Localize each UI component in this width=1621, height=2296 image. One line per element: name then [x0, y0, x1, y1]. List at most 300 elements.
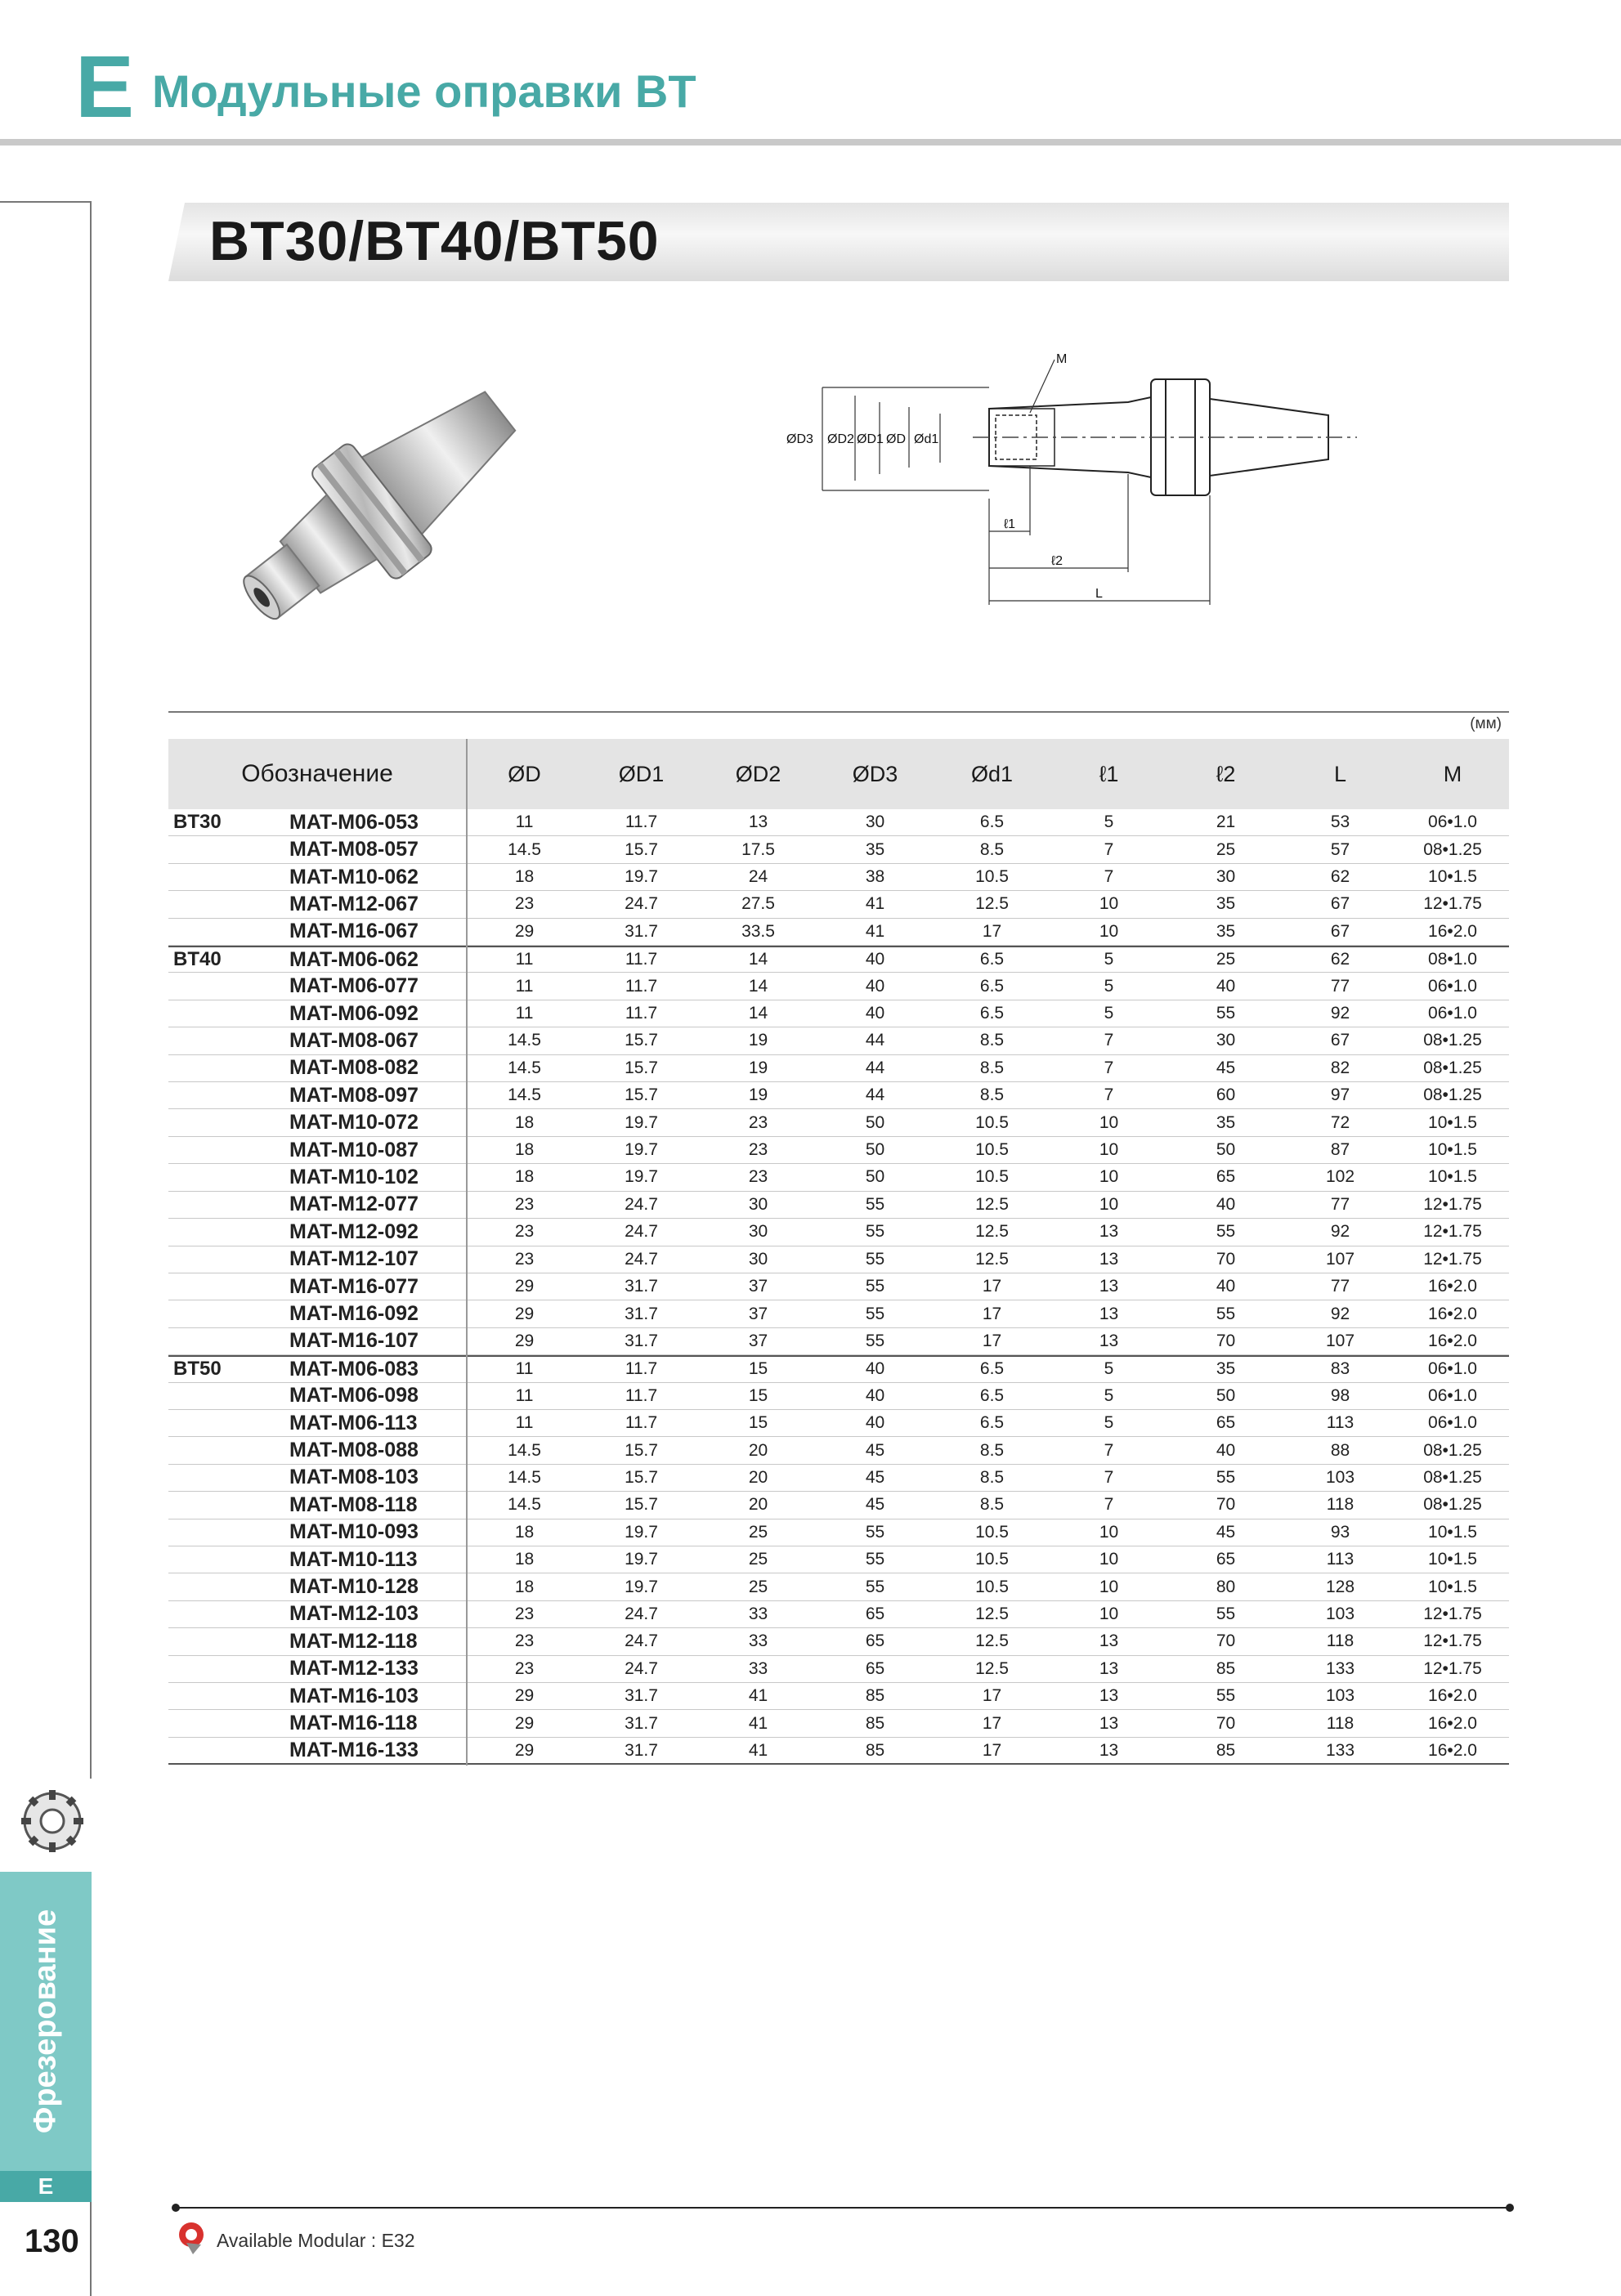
cell-d1: 11.7	[625, 812, 658, 832]
cell-d1: 12.5	[975, 1222, 1009, 1242]
cell-series	[168, 1573, 288, 1600]
cell-d1: 19.7	[625, 1140, 658, 1160]
table-row	[168, 1628, 1509, 1655]
cell-l1: 5	[1104, 950, 1114, 969]
cell-l: 97	[1330, 1085, 1350, 1105]
cell-d2: 33	[748, 1604, 768, 1623]
cell-m: 08•1.0	[1428, 950, 1477, 969]
technical-drawing	[785, 351, 1373, 625]
cell-m: 12•1.75	[1423, 1631, 1482, 1651]
cell-l1: 7	[1104, 839, 1114, 859]
cell-series: BT50	[173, 1358, 222, 1381]
cell-l2: 40	[1216, 1277, 1236, 1296]
cell-series	[168, 1710, 288, 1736]
cell-d: 23	[514, 894, 535, 914]
cell-d1: 31.7	[625, 1304, 658, 1323]
cell-d2: 30	[748, 1222, 768, 1242]
cell-d1: 8.5	[979, 1058, 1005, 1077]
cell-d1: 6.5	[979, 950, 1005, 969]
cell-l1: 7	[1104, 1467, 1114, 1487]
cell-series	[168, 1300, 288, 1327]
cell-l2: 45	[1216, 1058, 1236, 1077]
cell-d: 23	[514, 1604, 535, 1623]
table-row	[168, 1465, 1509, 1492]
cell-l1: 13	[1099, 1658, 1119, 1678]
cell-code: MAT-M08-088	[289, 1439, 419, 1462]
cell-code: MAT-M10-093	[289, 1520, 419, 1544]
table-row	[168, 1656, 1509, 1683]
cell-series	[168, 836, 288, 862]
cell-d3: 40	[865, 1359, 885, 1379]
cell-d1: 17	[982, 1304, 1002, 1323]
cell-d1: 24.7	[625, 1658, 658, 1678]
section-letter-tab[interactable]	[0, 2171, 92, 2202]
cell-l2: 35	[1216, 921, 1236, 941]
cell-m: 10•1.5	[1428, 1140, 1477, 1160]
cell-l1: 7	[1104, 1085, 1114, 1105]
cell-d1: 17	[982, 1740, 1002, 1760]
cell-l: 102	[1325, 1167, 1355, 1187]
cell-l1: 5	[1104, 1413, 1114, 1433]
cell-d1: 24.7	[625, 1631, 658, 1651]
cell-d: 11	[515, 976, 534, 996]
cell-code: MAT-M06-113	[289, 1411, 418, 1434]
cell-l: 57	[1330, 839, 1350, 859]
cell-l2: 55	[1216, 1004, 1236, 1023]
cell-d3: 44	[865, 1085, 885, 1105]
cell-l1: 13	[1099, 1713, 1119, 1733]
cell-series	[168, 1192, 288, 1218]
cell-d2: 17.5	[741, 839, 775, 859]
cell-l: 107	[1325, 1331, 1355, 1350]
cell-d1: 11.7	[625, 950, 658, 969]
rail-top-line	[0, 201, 92, 203]
cell-series: BT30	[173, 811, 222, 834]
cell-l1: 13	[1099, 1740, 1119, 1760]
cell-d2: 37	[748, 1304, 768, 1323]
cell-d1: 8.5	[979, 1440, 1005, 1460]
cell-l1: 10	[1099, 1577, 1119, 1596]
cell-l2: 30	[1216, 1031, 1236, 1050]
cell-d: 14.5	[508, 839, 541, 859]
cell-l1: 7	[1104, 1031, 1114, 1050]
cell-d3: 40	[865, 1004, 885, 1023]
table-row	[168, 891, 1509, 918]
cell-d1: 19.7	[625, 1112, 658, 1132]
cell-d1: 15.7	[625, 1440, 658, 1460]
cell-l: 128	[1325, 1577, 1355, 1596]
cell-d: 29	[514, 1713, 535, 1733]
table-row	[168, 1300, 1509, 1327]
cell-l2: 25	[1216, 950, 1236, 969]
header-D2: ØD2	[735, 761, 781, 786]
cell-l: 83	[1330, 1359, 1350, 1379]
cell-m: 08•1.25	[1423, 1058, 1482, 1077]
table-row	[168, 1027, 1509, 1054]
cell-d3: 30	[865, 812, 885, 832]
cell-d: 29	[514, 1304, 535, 1323]
table-row	[168, 1383, 1509, 1410]
cell-l2: 55	[1216, 1222, 1236, 1242]
cell-d1: 17	[982, 1713, 1002, 1733]
cell-l: 67	[1330, 1031, 1350, 1050]
cell-l2: 25	[1216, 839, 1236, 859]
cell-l2: 80	[1216, 1577, 1236, 1596]
cell-d: 23	[514, 1631, 535, 1651]
cell-d3: 40	[865, 1413, 885, 1433]
cell-m: 06•1.0	[1428, 1413, 1477, 1433]
cell-d1: 11.7	[625, 976, 658, 996]
cell-series	[168, 1109, 288, 1135]
cell-l2: 40	[1216, 1194, 1236, 1214]
cell-series	[168, 1000, 288, 1027]
cell-l2: 55	[1216, 1304, 1236, 1323]
cell-d3: 50	[865, 1167, 885, 1187]
cell-series	[168, 1055, 288, 1081]
cell-d3: 55	[865, 1550, 885, 1569]
cell-l: 72	[1330, 1112, 1350, 1132]
table-row	[168, 1410, 1509, 1437]
cell-d2: 30	[748, 1194, 768, 1214]
cell-d2: 13	[748, 812, 768, 832]
cell-l1: 7	[1104, 1495, 1114, 1515]
cell-l2: 65	[1216, 1167, 1236, 1187]
cell-code: MAT-M16-118	[289, 1712, 418, 1735]
cell-m: 10•1.5	[1428, 1550, 1477, 1569]
header-D1: ØD1	[618, 761, 665, 786]
cell-l: 62	[1330, 867, 1350, 887]
cell-d: 14.5	[508, 1085, 541, 1105]
cell-d: 11	[515, 1385, 534, 1405]
cell-code: MAT-M16-103	[289, 1684, 419, 1707]
cell-l2: 45	[1216, 1522, 1236, 1542]
cell-d3: 55	[865, 1331, 885, 1350]
cell-d1: 10.5	[975, 1167, 1009, 1187]
cell-l: 118	[1326, 1631, 1355, 1651]
cell-m: 12•1.75	[1423, 1194, 1482, 1214]
header-D3: ØD3	[852, 761, 898, 786]
cell-l2: 70	[1216, 1713, 1236, 1733]
table-row	[168, 1710, 1509, 1737]
table-row	[168, 1082, 1509, 1109]
cell-code: MAT-M12-103	[289, 1602, 419, 1626]
cell-d1: 6.5	[979, 976, 1005, 996]
cell-series	[168, 1738, 288, 1763]
cell-d1: 24.7	[625, 1249, 658, 1269]
cell-d1: 19.7	[625, 1167, 658, 1187]
cell-code: MAT-M10-102	[289, 1165, 419, 1188]
cell-l: 53	[1330, 812, 1350, 832]
header-designation: Обозначение	[241, 760, 393, 787]
cell-d2: 15	[748, 1413, 768, 1433]
cell-l: 133	[1325, 1658, 1355, 1678]
cell-l2: 70	[1216, 1331, 1236, 1350]
cell-d1: 19.7	[625, 1522, 658, 1542]
cell-l: 103	[1325, 1686, 1355, 1706]
cell-code: MAT-M16-107	[289, 1329, 419, 1353]
table-row	[168, 1738, 1509, 1765]
cell-l1: 7	[1104, 1058, 1114, 1077]
cell-code: MAT-M06-092	[289, 1001, 419, 1025]
milling-cutter-icon	[20, 1788, 85, 1858]
cell-code: MAT-M12-077	[289, 1193, 419, 1216]
cell-d2: 27.5	[741, 894, 775, 914]
cell-d1: 8.5	[979, 839, 1005, 859]
cell-l: 82	[1330, 1058, 1350, 1077]
cell-d3: 55	[865, 1194, 885, 1214]
label-D1: ØD1	[857, 432, 884, 446]
header-d1: Ød1	[970, 761, 1014, 786]
cell-d1: 31.7	[625, 1686, 658, 1706]
cell-code: MAT-M12-067	[289, 892, 419, 915]
cell-d3: 40	[865, 976, 885, 996]
cell-d1: 8.5	[979, 1495, 1005, 1515]
cell-code: MAT-M08-103	[289, 1466, 419, 1489]
cell-l: 67	[1330, 921, 1350, 941]
cell-series	[168, 1383, 288, 1409]
cell-d: 18	[514, 1112, 535, 1132]
cell-l: 77	[1330, 1277, 1350, 1296]
cell-d1: 11.7	[625, 1359, 658, 1379]
cell-code: MAT-M12-118	[289, 1629, 418, 1653]
cell-l2: 55	[1216, 1686, 1236, 1706]
cell-d1: 12.5	[975, 1658, 1009, 1678]
cell-l: 133	[1325, 1740, 1355, 1760]
cell-code: MAT-M06-083	[289, 1357, 419, 1381]
cell-l1: 10	[1099, 1167, 1119, 1187]
cell-d1: 17	[982, 921, 1002, 941]
cell-d2: 41	[748, 1686, 768, 1706]
cell-m: 06•1.0	[1428, 1004, 1477, 1023]
cell-d1: 10.5	[975, 1112, 1009, 1132]
table-row	[168, 836, 1509, 863]
cell-code: MAT-M16-133	[289, 1739, 419, 1762]
cell-l1: 13	[1099, 1686, 1119, 1706]
cell-l1: 10	[1099, 894, 1119, 914]
table-row	[168, 973, 1509, 1000]
reference-icon	[177, 2220, 209, 2260]
cell-d2: 14	[748, 1004, 768, 1023]
header-L: L	[1333, 761, 1347, 786]
cell-l: 92	[1330, 1304, 1350, 1323]
section-tab-label: Фрезерование	[28, 1909, 63, 2134]
cell-d3: 55	[865, 1522, 885, 1542]
cell-l: 113	[1326, 1550, 1355, 1569]
cell-code: MAT-M08-082	[289, 1056, 419, 1080]
cell-l2: 70	[1216, 1495, 1236, 1515]
cell-m: 08•1.25	[1423, 1467, 1482, 1487]
cell-l2: 40	[1216, 976, 1236, 996]
cell-d: 23	[514, 1658, 535, 1678]
table-row	[168, 1273, 1509, 1300]
cell-d1: 31.7	[625, 921, 658, 941]
cell-series	[168, 919, 288, 945]
cell-series	[168, 1628, 288, 1654]
cell-d1: 12.5	[975, 1631, 1009, 1651]
cell-l2: 85	[1216, 1740, 1236, 1760]
cell-d1: 6.5	[979, 1004, 1005, 1023]
cell-d3: 40	[865, 1385, 885, 1405]
cell-series	[168, 1164, 288, 1190]
cell-d2: 25	[748, 1550, 768, 1569]
cell-l: 67	[1330, 894, 1350, 914]
cell-l: 107	[1325, 1249, 1355, 1269]
cell-d3: 44	[865, 1058, 885, 1077]
cell-l1: 10	[1099, 1550, 1119, 1569]
cell-d1: 17	[982, 1277, 1002, 1296]
cell-d2: 19	[748, 1031, 768, 1050]
cell-d1: 31.7	[625, 1740, 658, 1760]
table-row	[168, 1601, 1509, 1628]
cell-d2: 25	[748, 1522, 768, 1542]
cell-code: MAT-M16-092	[289, 1302, 419, 1326]
cell-d: 29	[514, 1277, 535, 1296]
product-image	[181, 360, 574, 658]
cell-d1: 10.5	[975, 1577, 1009, 1596]
table-row	[168, 1164, 1509, 1191]
cell-d: 11	[515, 1359, 534, 1379]
cell-m: 16•2.0	[1428, 1713, 1477, 1733]
cell-d3: 55	[865, 1304, 885, 1323]
rail-line	[90, 201, 92, 1779]
cell-m: 08•1.25	[1423, 1495, 1482, 1515]
cell-m: 16•2.0	[1428, 1277, 1477, 1296]
table-row	[168, 1055, 1509, 1082]
cell-d1: 31.7	[625, 1713, 658, 1733]
cell-d2: 15	[748, 1385, 768, 1405]
cell-l: 93	[1330, 1522, 1350, 1542]
cell-l1: 5	[1104, 976, 1114, 996]
cell-d1: 6.5	[979, 1359, 1005, 1379]
cell-l1: 5	[1104, 1359, 1114, 1379]
cell-d3: 85	[865, 1713, 885, 1733]
cell-series	[168, 1519, 288, 1546]
cell-series	[168, 973, 288, 999]
cell-l2: 55	[1216, 1467, 1236, 1487]
cell-d2: 19	[748, 1085, 768, 1105]
cell-l1: 13	[1099, 1331, 1119, 1350]
footer-dot-right	[1506, 2204, 1514, 2212]
cell-m: 16•2.0	[1428, 1686, 1477, 1706]
cell-series	[168, 1465, 288, 1491]
cell-d: 14.5	[508, 1440, 541, 1460]
cell-m: 06•1.0	[1428, 1359, 1477, 1379]
cell-l2: 70	[1216, 1249, 1236, 1269]
cell-m: 12•1.75	[1423, 1249, 1482, 1269]
cell-code: MAT-M06-053	[289, 810, 419, 834]
cell-l: 77	[1330, 1194, 1350, 1214]
cell-l: 118	[1326, 1495, 1355, 1515]
cell-l: 98	[1330, 1385, 1350, 1405]
page-title: Модульные оправки BT	[152, 65, 696, 117]
cell-d2: 24	[748, 867, 768, 887]
cell-d: 11	[515, 1004, 534, 1023]
cell-d3: 55	[865, 1277, 885, 1296]
cell-l1: 10	[1099, 1112, 1119, 1132]
cell-d: 29	[514, 1331, 535, 1350]
cell-l2: 30	[1216, 867, 1236, 887]
cell-l: 92	[1330, 1222, 1350, 1242]
cell-l: 92	[1330, 1004, 1350, 1023]
footer-note[interactable]: Available Modular : E32	[217, 2230, 415, 2251]
cell-d3: 45	[865, 1440, 885, 1460]
table-row	[168, 1546, 1509, 1573]
cell-series	[168, 864, 288, 890]
cell-m: 08•1.25	[1423, 1085, 1482, 1105]
cell-d: 14.5	[508, 1495, 541, 1515]
label-d1: Ød1	[914, 432, 939, 446]
table-row	[168, 919, 1509, 946]
cell-l2: 40	[1216, 1440, 1236, 1460]
table-row	[168, 1109, 1509, 1136]
cell-m: 10•1.5	[1428, 1167, 1477, 1187]
cell-series	[168, 1601, 288, 1627]
cell-d1: 15.7	[625, 839, 658, 859]
footer-dot-left	[172, 2204, 180, 2212]
cell-l: 113	[1326, 1413, 1355, 1433]
cell-d2: 14	[748, 976, 768, 996]
section-letter: E	[38, 2173, 54, 2199]
cell-l2: 65	[1216, 1550, 1236, 1569]
section-title: BT30/BT40/BT50	[209, 210, 660, 272]
cell-d2: 15	[748, 1359, 768, 1379]
cell-d1: 17	[982, 1686, 1002, 1706]
table-row	[168, 864, 1509, 891]
table-column-divider	[466, 739, 468, 1766]
cell-d1: 11.7	[625, 1413, 658, 1433]
cell-d: 29	[514, 1740, 535, 1760]
table-row	[168, 1573, 1509, 1600]
cell-d1: 24.7	[625, 1604, 658, 1623]
cell-code: MAT-M06-062	[289, 947, 419, 971]
cell-d2: 33.5	[741, 921, 775, 941]
label-l1: ℓ1	[1004, 517, 1016, 531]
cell-m: 16•2.0	[1428, 1331, 1477, 1350]
cell-d1: 10.5	[975, 867, 1009, 887]
cell-d1: 12.5	[975, 1604, 1009, 1623]
cell-code: MAT-M12-107	[289, 1247, 419, 1271]
cell-series	[168, 1437, 288, 1463]
cell-series	[168, 1273, 288, 1300]
cell-series	[168, 1546, 288, 1573]
cell-d1: 6.5	[979, 1385, 1005, 1405]
cell-m: 10•1.5	[1428, 1522, 1477, 1542]
label-D: ØD	[886, 432, 906, 446]
cell-d: 23	[514, 1222, 535, 1242]
cell-d2: 23	[748, 1112, 768, 1132]
cell-code: MAT-M06-077	[289, 974, 419, 998]
cell-series	[168, 1219, 288, 1245]
cell-d3: 50	[865, 1140, 885, 1160]
cell-d2: 20	[748, 1467, 768, 1487]
cell-code: MAT-M10-128	[289, 1575, 419, 1599]
cell-d3: 40	[865, 950, 885, 969]
cell-code: MAT-M10-062	[289, 865, 419, 888]
table-row	[168, 1137, 1509, 1164]
cell-l1: 7	[1104, 1440, 1114, 1460]
table-row	[168, 1246, 1509, 1273]
cell-d: 14.5	[508, 1031, 541, 1050]
cell-d1: 15.7	[625, 1085, 658, 1105]
cell-l1: 13	[1099, 1304, 1119, 1323]
units-label: (мм)	[1470, 715, 1502, 732]
cell-code: MAT-M08-097	[289, 1083, 419, 1107]
cell-l: 87	[1330, 1140, 1350, 1160]
cell-l: 103	[1325, 1604, 1355, 1623]
table-row	[168, 1219, 1509, 1246]
cell-d1: 19.7	[625, 867, 658, 887]
header-l2: ℓ2	[1216, 761, 1236, 786]
